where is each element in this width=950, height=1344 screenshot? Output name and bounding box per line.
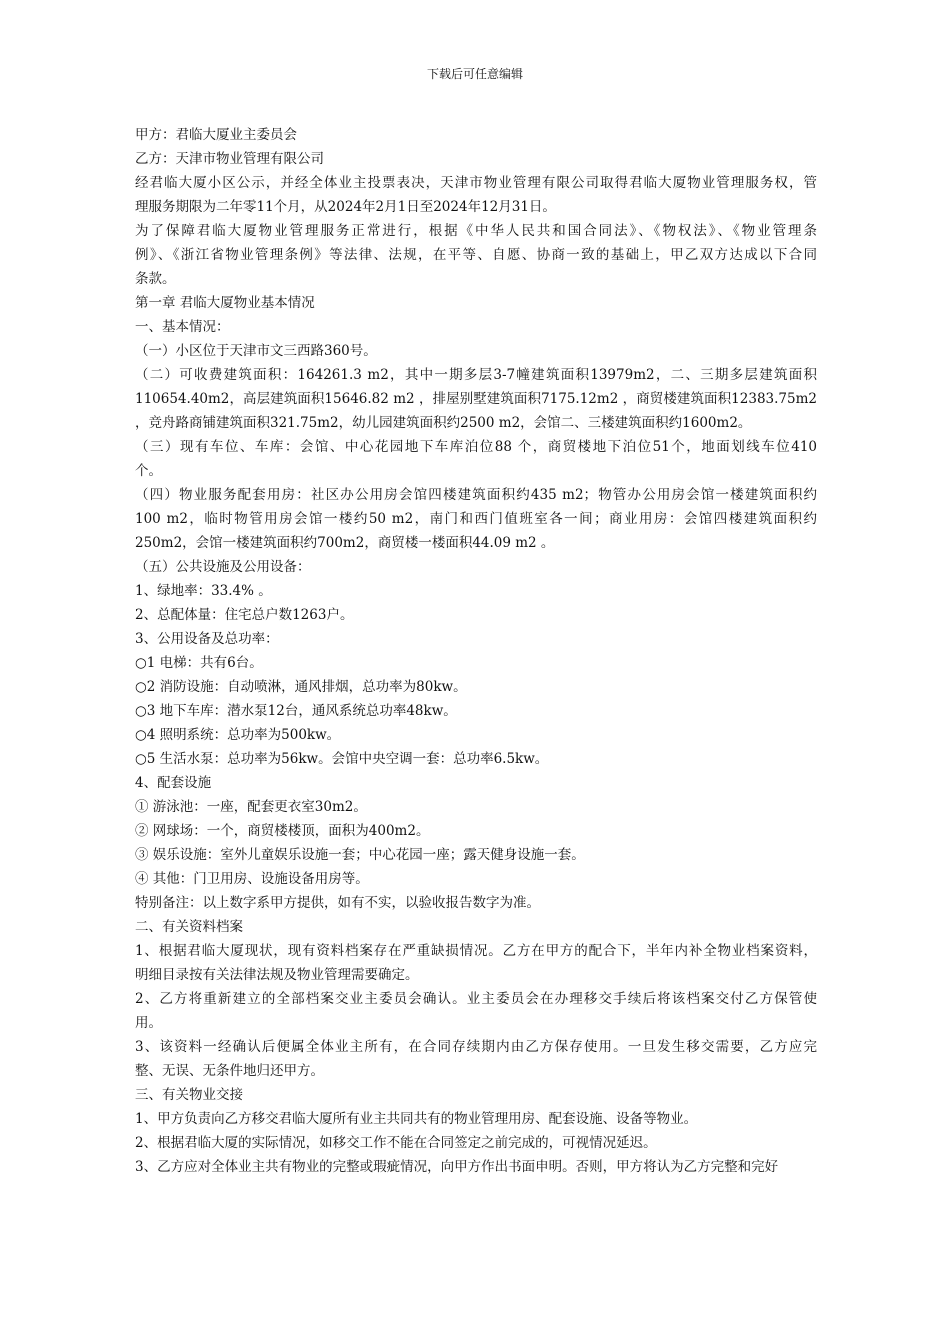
paragraph-line: 110654.40m2，高层建筑面积15646.82 m2 ，排屋别墅建筑面积7175.12m2 ，商贸楼建筑面积12383.75m2 <box>135 391 817 407</box>
paragraph-line: 3、乙方应对全体业主共有物业的完整或瑕疵情况，向甲方作出书面申明。否则，甲方将认为乙方完整和完好 <box>135 1159 779 1175</box>
paragraph-line: 条款。 <box>135 271 176 287</box>
paragraph-intro-1 <box>135 171 817 219</box>
paragraph-line: （一）小区位于天津市文三西路360号。 <box>135 343 377 359</box>
paragraph-item-1-2 <box>135 363 817 435</box>
paragraph-line: 经君临大厦小区公示，并经全体业主投票表决，天津市物业管理有限公司取得君临大厦物业管理服务权，管 <box>135 175 817 191</box>
paragraph-line: ，竞舟路商铺建筑面积321.75m2，幼儿园建筑面积约2500 m2，会馆二、三楼建筑面积约1600m2。 <box>135 415 752 431</box>
paragraph-sub-3 <box>135 627 817 651</box>
paragraph-intro-2 <box>135 219 817 291</box>
paragraph-line: 一、基本情况： <box>135 319 230 335</box>
paragraph-line: 第一章 君临大厦物业基本情况 <box>135 295 315 311</box>
paragraph-line: 二、有关资料档案 <box>135 919 243 935</box>
paragraph-line: 250m2，会馆一楼建筑面积约700m2，商贸楼一楼面积44.09 m2 。 <box>135 535 555 551</box>
paragraph-sub-4 <box>135 771 817 795</box>
paragraph-line: 3、公用设备及总功率： <box>135 631 279 647</box>
paragraph-party-a <box>135 123 817 147</box>
paragraph-archive-1 <box>135 939 817 987</box>
paragraph-line: 2、总配体量：住宅总户数1263户。 <box>135 607 354 623</box>
paragraph-archive-3 <box>135 1035 817 1083</box>
paragraph-line: ③ 娱乐设施：室外儿童娱乐设施一套；中心花园一座；露天健身设施一套。 <box>135 847 585 863</box>
paragraph-handover-2 <box>135 1131 817 1155</box>
paragraph-line: 1、根据君临大厦现状，现有资料档案存在严重缺损情况。乙方在甲方的配合下，半年内补全物业档案资料， <box>135 943 817 959</box>
paragraph-line: 例》、《浙江省物业管理条例》等法律、法规，在平等、自愿、协商一致的基础上，甲乙双方达成以下合同 <box>135 247 817 263</box>
paragraph-line: ○4 照明系统：总功率为500kw。 <box>135 727 341 743</box>
paragraph-line: 1、甲方负责向乙方移交君临大厦所有业主共同共有的物业管理用房、配套设施、设备等物业。 <box>135 1111 698 1127</box>
paragraph-line: ④ 其他：门卫用房、设施设备用房等。 <box>135 871 369 887</box>
paragraph-line: ② 网球场：一个，商贸楼楼顶，面积为400m2。 <box>135 823 430 839</box>
paragraph-sub-2 <box>135 603 817 627</box>
paragraph-line: ○2 消防设施：自动喷淋，通风排烟，总功率为80kw。 <box>135 679 467 695</box>
paragraph-line: 三、有关物业交接 <box>135 1087 243 1103</box>
paragraph-chapter-1 <box>135 291 817 315</box>
paragraph-line: 个。 <box>135 463 162 479</box>
paragraph-facility-3 <box>135 843 817 867</box>
document-body <box>135 123 817 1179</box>
paragraph-line: ① 游泳池：一座，配套更衣室30m2。 <box>135 799 367 815</box>
paragraph-equip-3 <box>135 699 817 723</box>
paragraph-line: 2、乙方将重新建立的全部档案交业主委员会确认。业主委员会在办理移交手续后将该档案交付乙方保管使 <box>135 991 817 1007</box>
paragraph-equip-4 <box>135 723 817 747</box>
paragraph-line: （五）公共设施及公用设备： <box>135 559 311 575</box>
paragraph-item-1-4 <box>135 483 817 555</box>
paragraph-note <box>135 891 817 915</box>
paragraph-handover-3 <box>135 1155 817 1179</box>
paragraph-equip-2 <box>135 675 817 699</box>
paragraph-sub-1 <box>135 579 817 603</box>
paragraph-sec-2 <box>135 915 817 939</box>
paragraph-line: 4、配套设施 <box>135 775 212 791</box>
paragraph-line: 明细目录按有关法律法规及物业管理需要确定。 <box>135 967 419 983</box>
paragraph-line: （四）物业服务配套用房：社区办公用房会馆四楼建筑面积约435 m2；物管办公用房会馆一楼建筑面积约 <box>135 487 817 503</box>
paragraph-equip-1 <box>135 651 817 675</box>
paragraph-facility-2 <box>135 819 817 843</box>
paragraph-line: 2、根据君临大厦的实际情况，如移交工作不能在合同签定之前完成的，可视情况延迟。 <box>135 1135 657 1151</box>
paragraph-item-1-1 <box>135 339 817 363</box>
paragraph-line: 1、绿地率：33.4% 。 <box>135 583 272 599</box>
paragraph-line: 整、无误、无条件地归还甲方。 <box>135 1063 324 1079</box>
paragraph-sec-1 <box>135 315 817 339</box>
paragraph-line: 特别备注：以上数字系甲方提供，如有不实，以验收报告数字为准。 <box>135 895 540 911</box>
paragraph-facility-4 <box>135 867 817 891</box>
paragraph-line: 甲方：君临大厦业主委员会 <box>135 127 297 143</box>
paragraph-line: 理服务期限为二年零11个月，从2024年2月1日至2024年12月31日。 <box>135 199 556 215</box>
paragraph-item-1-5 <box>135 555 817 579</box>
paragraph-line: ○3 地下车库：潜水泵12台，通风系统总功率48kw。 <box>135 703 457 719</box>
header-text: 下载后可任意编辑 <box>426 67 523 81</box>
paragraph-archive-2 <box>135 987 817 1035</box>
page-header <box>0 66 950 82</box>
paragraph-line: 3、该资料一经确认后便属全体业主所有，在合同存续期内由乙方保存使用。一旦发生移交需要，乙方应完 <box>135 1039 817 1055</box>
paragraph-facility-1 <box>135 795 817 819</box>
paragraph-line: ○1 电梯：共有6台。 <box>135 655 263 671</box>
paragraph-line: 100 m2，临时物管用房会馆一楼约50 m2，南门和西门值班室各一间；商业用房：会馆四楼建筑面积约 <box>135 511 817 527</box>
paragraph-line: 为了保障君临大厦物业管理服务正常进行，根据《中华人民共和国合同法》、《物权法》、《物业管理条 <box>135 223 817 239</box>
paragraph-line: 用。 <box>135 1015 162 1031</box>
paragraph-handover-1 <box>135 1107 817 1131</box>
paragraph-sec-3 <box>135 1083 817 1107</box>
paragraph-line: （三）现有车位、车库：会馆、中心花园地下车库泊位88 个，商贸楼地下泊位51个，地面划线车位410 <box>135 439 817 455</box>
paragraph-line: ○5 生活水泵：总功率为56kw。会馆中央空调一套：总功率6.5kw。 <box>135 751 549 767</box>
paragraph-line: 乙方：天津市物业管理有限公司 <box>135 151 324 167</box>
paragraph-item-1-3 <box>135 435 817 483</box>
paragraph-party-b <box>135 147 817 171</box>
paragraph-equip-5 <box>135 747 817 771</box>
paragraph-line: （二）可收费建筑面积：164261.3 m2，其中一期多层3-7幢建筑面积13979m2，二、三期多层建筑面积 <box>135 367 817 383</box>
